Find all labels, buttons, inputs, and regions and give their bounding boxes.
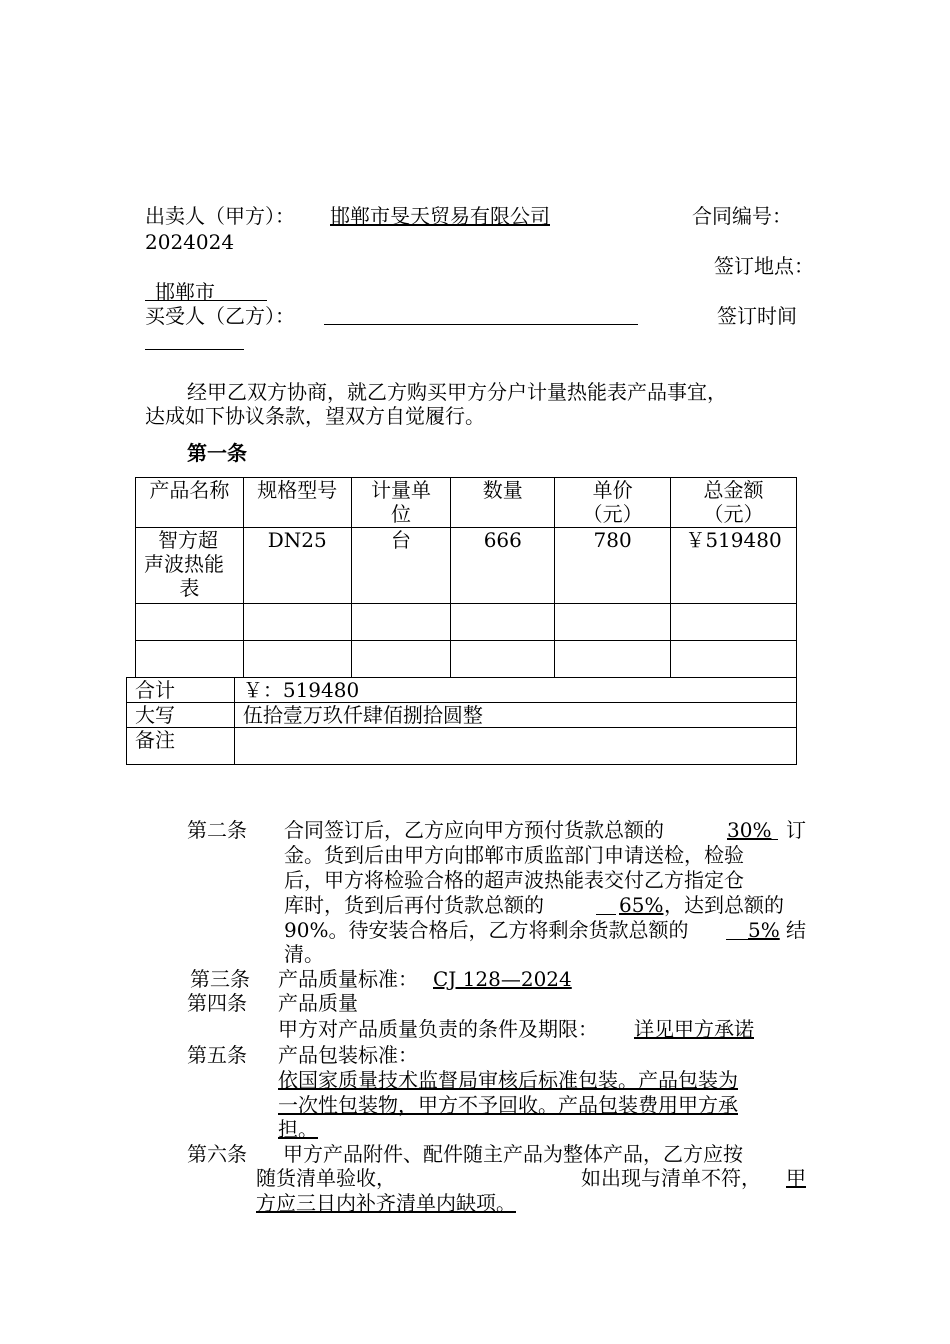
article-3-label: 产品质量标准： bbox=[278, 967, 418, 991]
contract-no: 2024024 bbox=[145, 230, 235, 254]
header-unit-price: 单价 （元） bbox=[555, 478, 671, 528]
summary-table bbox=[126, 677, 797, 765]
contract-no-label: 合同编号： bbox=[692, 204, 792, 228]
cell-model: DN25 bbox=[243, 528, 351, 604]
header-quantity: 数量 bbox=[451, 478, 555, 528]
cell-quantity: 666 bbox=[451, 528, 555, 604]
sign-place-underline bbox=[145, 300, 267, 301]
article-6-title: 第六条 bbox=[187, 1142, 247, 1166]
table-row bbox=[136, 528, 797, 604]
cell-total: ￥519480 bbox=[671, 528, 797, 604]
article-1-title: 第一条 bbox=[187, 441, 247, 465]
summary-total-row bbox=[127, 678, 797, 703]
article-2-line-3: 后，甲方将检验合格的超声波热能表交付乙方指定仓 bbox=[284, 868, 744, 892]
header-unit: 计量单 位 bbox=[351, 478, 451, 528]
article-2-line-6: 清。 bbox=[284, 942, 324, 966]
product-table bbox=[135, 477, 797, 678]
remark-value bbox=[234, 728, 796, 765]
article-4-title: 第四条 bbox=[187, 991, 247, 1015]
total-label: 合计 bbox=[127, 678, 235, 703]
article-2-line-2: 金。货到后由甲方向邯郸市质监部门申请送检，检验 bbox=[284, 843, 744, 867]
article-6-line-3: 方应三日内补齐清单内缺项。 bbox=[256, 1191, 516, 1215]
article-6-line-2b: 如出现与清单不符， bbox=[581, 1166, 761, 1190]
upper-label: 大写 bbox=[127, 703, 235, 728]
article-5-line-4: 担。 bbox=[278, 1117, 318, 1141]
sign-time-label: 签订时间 bbox=[717, 304, 797, 328]
article-2-title: 第二条 bbox=[187, 818, 247, 842]
article-2-line-1a: 合同签订后，乙方应向甲方预付货款总额的 bbox=[284, 818, 664, 842]
article-6-line-1: 甲方产品附件、配件随主产品为整体产品，乙方应按 bbox=[283, 1142, 743, 1166]
intro-line-2: 达成如下协议条款，望双方自觉履行。 bbox=[145, 404, 485, 428]
header-product-name: 产品名称 bbox=[136, 478, 244, 528]
table-row bbox=[136, 604, 797, 641]
header-total-amount: 总金额 （元） bbox=[671, 478, 797, 528]
summary-upper-row bbox=[127, 703, 797, 728]
sign-time-underline bbox=[145, 349, 244, 350]
cell-unit: 台 bbox=[351, 528, 451, 604]
cell-product-name: 智方超 声波热能 表 bbox=[136, 528, 244, 604]
article-4-warranty: 详见甲方承诺 bbox=[634, 1017, 754, 1041]
article-2-line-5c: 结 bbox=[786, 918, 806, 942]
article-2-line-4c: ，达到总额的 bbox=[664, 893, 784, 917]
cell-unit-price: 780 bbox=[555, 528, 671, 604]
sign-place-value: 邯郸市 bbox=[155, 280, 215, 304]
article-4-line-1: 产品质量 bbox=[278, 991, 358, 1015]
seller-name: 邯郸市旻天贸易有限公司 bbox=[330, 204, 550, 228]
buyer-label: 买受人（乙方）： bbox=[145, 304, 295, 328]
header-model: 规格型号 bbox=[243, 478, 351, 528]
article-2-line-5a: 90%。待安装合格后，乙方将剩余货款总额的 bbox=[284, 918, 689, 942]
article-2-deposit: 30% bbox=[727, 818, 772, 842]
seller-label: 出卖人（甲方）： bbox=[145, 204, 295, 228]
article-5-line-3: 一次性包装物，甲方不予回收。产品包装费用甲方承 bbox=[278, 1093, 738, 1117]
article-2-second-payment: 65% bbox=[619, 893, 664, 917]
article-4-line-2a: 甲方对产品质量负责的条件及期限： bbox=[278, 1017, 598, 1041]
table-header-row bbox=[136, 478, 797, 528]
intro-line-1: 经甲乙双方协商，就乙方购买甲方分户计量热能表产品事宜， bbox=[187, 380, 727, 404]
article-6-line-2c: 甲 bbox=[786, 1166, 806, 1190]
article-6-line-2a: 随货清单验收， bbox=[256, 1166, 396, 1190]
article-2-final-payment: 5% bbox=[748, 918, 780, 942]
article-5-title: 第五条 bbox=[187, 1043, 247, 1067]
article-3-standard: CJ 128—2024 bbox=[433, 967, 572, 991]
table-row bbox=[136, 641, 797, 678]
article-2-line-1c: 订 bbox=[786, 818, 806, 842]
summary-remark-row bbox=[127, 728, 797, 765]
article-3-title: 第三条 bbox=[190, 967, 250, 991]
article-5-line-2: 依国家质量技术监督局审核后标准包装。产品包装为 bbox=[278, 1068, 738, 1092]
upper-value: 伍拾壹万玖仟肆佰捌拾圆整 bbox=[234, 703, 796, 728]
article-2-line-4a: 库时，货到后再付货款总额的 bbox=[284, 893, 544, 917]
remark-label: 备注 bbox=[127, 728, 235, 765]
article-5-line-1: 产品包装标准： bbox=[278, 1043, 418, 1067]
buyer-underline bbox=[324, 324, 638, 325]
sign-place-label: 签订地点： bbox=[714, 254, 814, 278]
total-value: ￥：519480 bbox=[234, 678, 796, 703]
